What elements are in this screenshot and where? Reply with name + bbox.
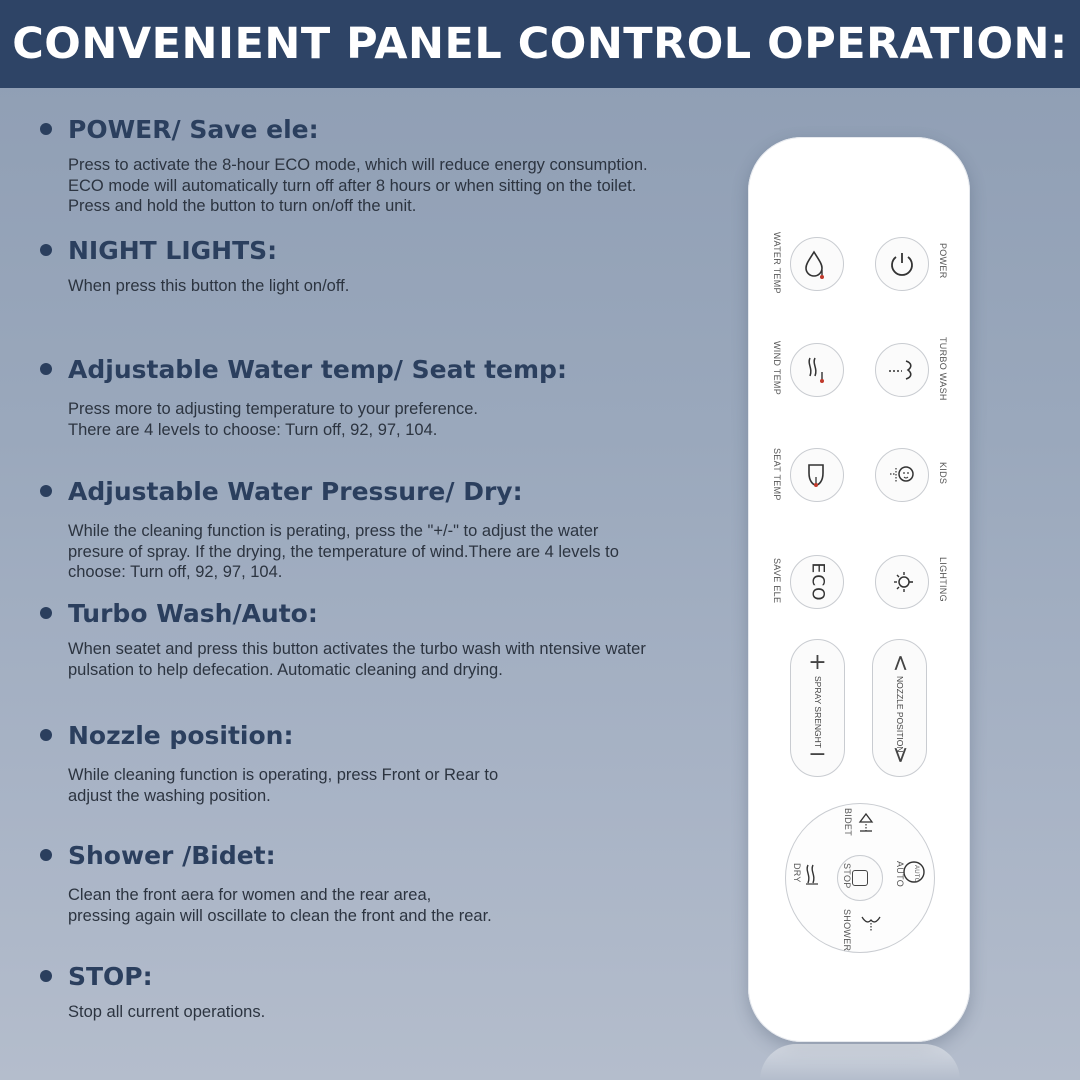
spray-strength-control[interactable] [790, 639, 845, 777]
bullet-icon [40, 123, 52, 135]
nozzle-position-control[interactable] [872, 639, 927, 777]
feature-description [68, 639, 680, 680]
desc-line: When seatet and press this button activates the turbo wash with ntensive water [68, 640, 646, 658]
plus-icon[interactable]: + [808, 650, 827, 675]
seat-temp-button[interactable] [790, 448, 844, 502]
bidet-icon[interactable] [852, 810, 878, 834]
feature-power [40, 113, 680, 217]
desc-line: When press this button the light on/off. [68, 277, 350, 295]
desc-line: adjust the washing position. [68, 786, 271, 805]
label-turbo-wash: TURBO WASH [938, 337, 948, 401]
feature-description [68, 1002, 680, 1023]
feature-description [68, 885, 680, 926]
lighting-button[interactable] [875, 555, 929, 609]
bullet-icon [40, 363, 52, 375]
label-nozzle-position: NOZZLE POSITION [895, 676, 905, 753]
feature-nozzle-position [40, 719, 680, 806]
feature-title: Nozzle position: [68, 720, 294, 750]
label-stop: STOP [842, 863, 852, 889]
label-wind-temp: WIND TEMP [772, 341, 782, 396]
wind-temp-button[interactable] [790, 343, 844, 397]
feature-water-seat-temp [40, 353, 680, 440]
feature-turbo-wash [40, 597, 680, 680]
desc-line: choose: Turn off, 92, 97, 104. [68, 563, 283, 581]
remote-reflection [760, 1044, 960, 1080]
desc-line: While the cleaning function is perating, press the "+/-" to adjust the water [68, 522, 599, 540]
feature-title: POWER/ Save ele: [68, 114, 319, 144]
label-seat-temp: SEAT TEMP [772, 448, 782, 501]
desc-line: There are 4 levels to choose: Turn off, 92, 97, 104. [68, 420, 438, 439]
bullet-icon [40, 485, 52, 497]
water-temp-button[interactable] [790, 237, 844, 291]
shower-icon[interactable] [858, 913, 884, 935]
bullet-icon [40, 607, 52, 619]
label-shower: SHOWER [842, 909, 852, 952]
label-auto: AUTO [895, 861, 905, 888]
feature-description [68, 399, 680, 440]
kids-icon [886, 460, 918, 490]
power-icon [887, 249, 917, 279]
desc-line: presure of spray. If the drying, the temperature of wind.There are 4 levels to [68, 542, 619, 561]
desc-line: Press and hold the button to turn on/off the unit. [68, 197, 417, 215]
chevron-down-icon[interactable]: > [887, 745, 913, 765]
wind-thermometer-icon [802, 354, 832, 386]
label-lighting: LIGHTING [938, 557, 948, 602]
save-ele-button[interactable] [790, 555, 844, 609]
label-kids: KIDS [938, 462, 948, 485]
feature-title: Adjustable Water Pressure/ Dry: [68, 476, 523, 506]
eco-icon: ECO [807, 562, 827, 602]
feature-description [68, 521, 680, 583]
feature-title: Adjustable Water temp/ Seat temp: [68, 354, 567, 384]
power-button[interactable] [875, 237, 929, 291]
page-title: CONVENIENT PANEL CONTROL OPERATION: [12, 19, 1068, 69]
label-dry: DRY [792, 863, 802, 883]
label-bidet: BIDET [843, 808, 853, 837]
bullet-icon [40, 729, 52, 741]
label-power: POWER [938, 243, 948, 279]
desc-line: Press to activate the 8-hour ECO mode, which will reduce energy consumption. [68, 156, 648, 174]
feature-title: NIGHT LIGHTS: [68, 235, 278, 265]
bullet-icon [40, 970, 52, 982]
bullet-icon [40, 244, 52, 256]
dry-icon[interactable] [800, 862, 824, 888]
seat-thermometer-icon [802, 459, 832, 491]
feature-description [68, 765, 680, 806]
feature-description [68, 155, 680, 217]
feature-shower-bidet [40, 839, 680, 926]
auto-badge: AUTO [913, 865, 919, 883]
feature-night-lights [40, 234, 680, 297]
label-spray-strength: SPRAY SRENGHT [813, 676, 823, 748]
feature-title: Turbo Wash/Auto: [68, 598, 318, 628]
kids-button[interactable] [875, 448, 929, 502]
desc-line: Press more to adjusting temperature to your preference. [68, 400, 478, 418]
feature-description [68, 276, 680, 297]
feature-water-pressure-dry [40, 475, 680, 583]
header-banner [0, 0, 1080, 88]
desc-line: pulsation to help defecation. Automatic cleaning and drying. [68, 660, 503, 679]
desc-line: Clean the front aera for women and the rear area, [68, 886, 432, 904]
desc-line: pressing again will oscillate to clean the front and the rear. [68, 906, 492, 925]
water-drop-thermometer-icon [802, 248, 832, 280]
label-water-temp: WATER TEMP [772, 232, 782, 294]
feature-title: STOP: [68, 961, 153, 991]
lighting-icon [887, 567, 917, 597]
desc-line: Stop all current operations. [68, 1003, 266, 1021]
chevron-up-icon[interactable]: < [887, 653, 913, 673]
label-save-ele: SAVE ELE [772, 558, 782, 604]
minus-icon[interactable]: − [808, 742, 827, 767]
feature-title: Shower /Bidet: [68, 840, 276, 870]
desc-line: While cleaning function is operating, press Front or Rear to [68, 766, 499, 784]
desc-line: ECO mode will automatically turn off after 8 hours or when sitting on the toilet. [68, 176, 637, 195]
bullet-icon [40, 849, 52, 861]
feature-stop [40, 960, 680, 1023]
stop-icon [852, 870, 868, 886]
turbo-wash-button[interactable] [875, 343, 929, 397]
turbo-wash-icon [886, 355, 918, 385]
